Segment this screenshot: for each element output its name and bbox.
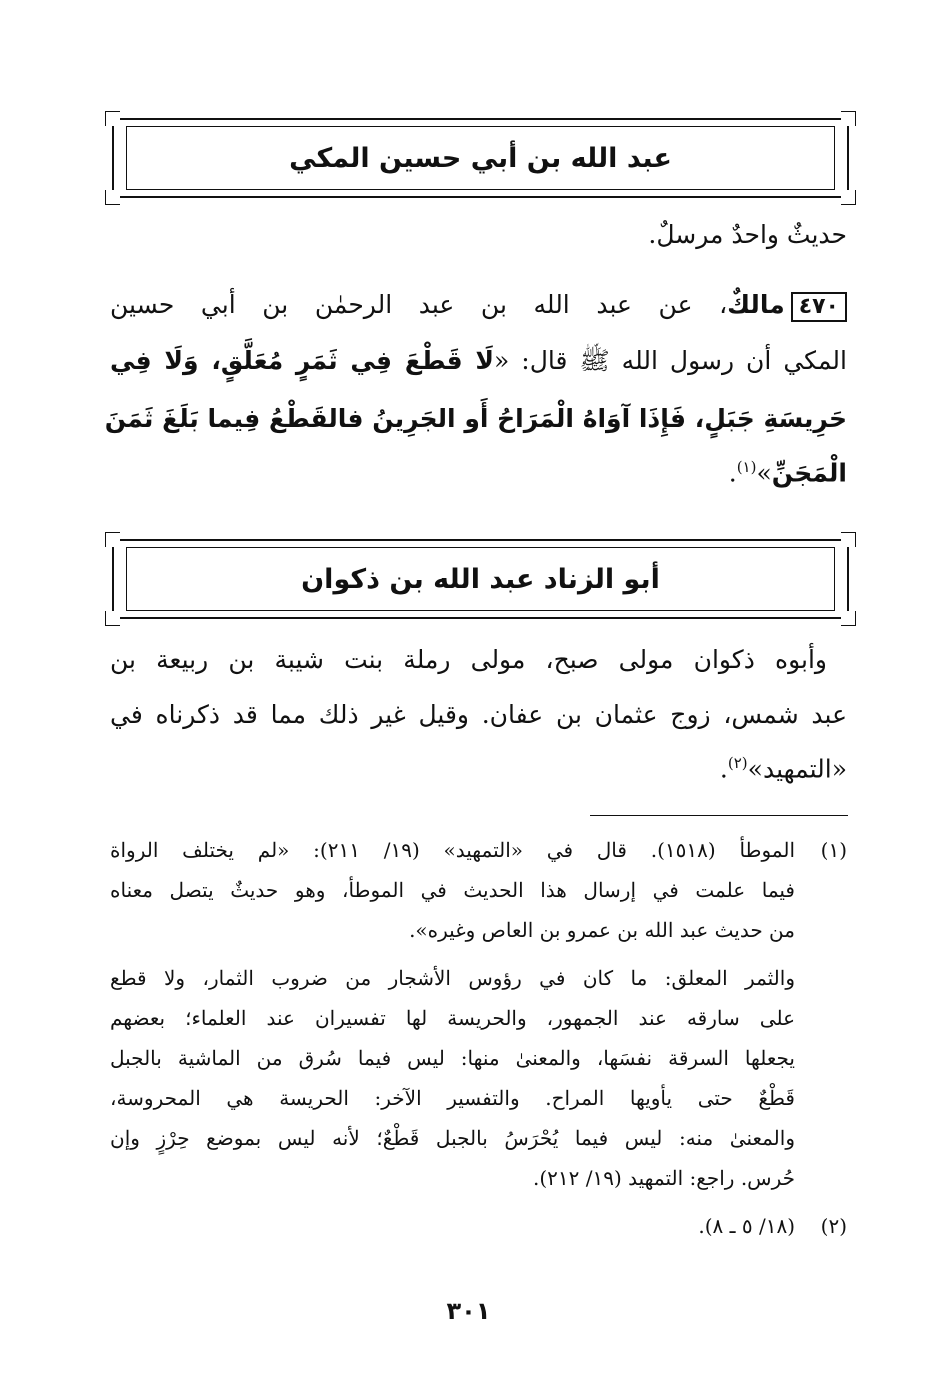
hadith-line-3 [104, 404, 847, 434]
footnote-divider [590, 815, 848, 816]
page-number: ٣٠١ [446, 1297, 491, 1325]
footnote-ref: (١) [736, 458, 757, 476]
footnote-number: (٢) [820, 1214, 847, 1238]
book-reference: «التمهيد» [747, 754, 847, 784]
footnote-1-line: حُرس. راجع: التمهيد (١٩/ ٢١٢). [532, 1166, 795, 1190]
body-line-2: عبد شمس، زوج عثمان بن عفان. وقيل غير ذلك مما قد ذكرناه في [110, 700, 847, 729]
body-line-1: وأبوه ذكوان مولى صبح، مولى رملة بنت شيبة بن ربيعة بن [110, 645, 827, 674]
footnote-1-line: والمعنىٰ منه: ليس فيما يُحْرَسُ بالجبل قَطْعٌ؛ لأنه ليس بموضع حِرْزٍ وإن [110, 1126, 795, 1150]
footnote-1-line: قَطْعٌ حتى يأويها المراح. والتفسير الآخر: الحريسة هي المحروسة، [110, 1086, 795, 1110]
footnote-1-line: والثمر المعلق: ما كان في رؤوس الأشجار من ضروب الثمار، ولا قطع [110, 966, 795, 990]
section-title: أبو الزناد عبد الله بن ذكوان [301, 563, 660, 595]
footnote-2-line [110, 1214, 847, 1238]
hadith-matn: الْمَجَنِّ [771, 458, 847, 488]
isnad-text: ، عن عبد الله بن عبد الرحمٰن بن أبي حسين [110, 290, 728, 319]
body-line-3 [110, 754, 847, 784]
period: . [719, 754, 728, 784]
footnote-text: الموطأ (١٥١٨). قال في «التمهيد» (١٩/ ٢١١): «لم يختلف الرواة [110, 838, 796, 862]
section-title-box [112, 539, 849, 619]
hadith-intro: المكي أن رسول الله ﷺ قال: « [494, 346, 847, 375]
hadith-matn: لَا قَطْعَ فِي ثَمَرٍ مُعَلَّقٍ، وَلَا فِي [110, 346, 494, 375]
narrator-name: مالكٌ [727, 290, 785, 319]
quote-close: » [756, 458, 772, 488]
section-title: عبد الله بن أبي حسين المكي [289, 142, 672, 174]
section-intro: حديثٌ واحدٌ مرسلٌ. [648, 220, 847, 249]
footnote-text: (١٨/ ٥ ـ ٨). [698, 1214, 795, 1238]
period: . [728, 458, 737, 488]
hadith-line-2 [110, 346, 847, 376]
section-title-box [112, 118, 849, 198]
footnote-1-line: فيما علمت في إرسال هذا الحديث في الموطأ، وهو حديثٌ يتصل معناه [110, 878, 795, 902]
footnote-1-line: على سارقه عند الجمهور، والحريسة لها تفسيران عند العلماء؛ بعضهم [110, 1006, 795, 1030]
footnote-1-line: من حديث عبد الله بن عمرو بن العاص وغيره». [409, 918, 795, 942]
hadith-line-4 [110, 458, 847, 488]
hadith-matn: حَرِيسَةِ جَبَلٍ، فَإِذَا آوَاهُ الْمَرَاحُ أَو الجَرِينُ فالقَطْعُ فِيما بَلَغَ ثَمَنَ [104, 404, 847, 433]
hadith-number: ٤٧٠ [791, 292, 847, 322]
footnote-ref: (٢) [727, 754, 748, 772]
footnote-1-line: يجعلها السرقة نفسَها، والمعنىٰ منها: ليس فيما سُرق من الماشية بالجبل [110, 1046, 795, 1070]
hadith-line-1 [110, 290, 847, 322]
footnote-1-line [110, 838, 847, 862]
footnote-number: (١) [820, 838, 848, 862]
